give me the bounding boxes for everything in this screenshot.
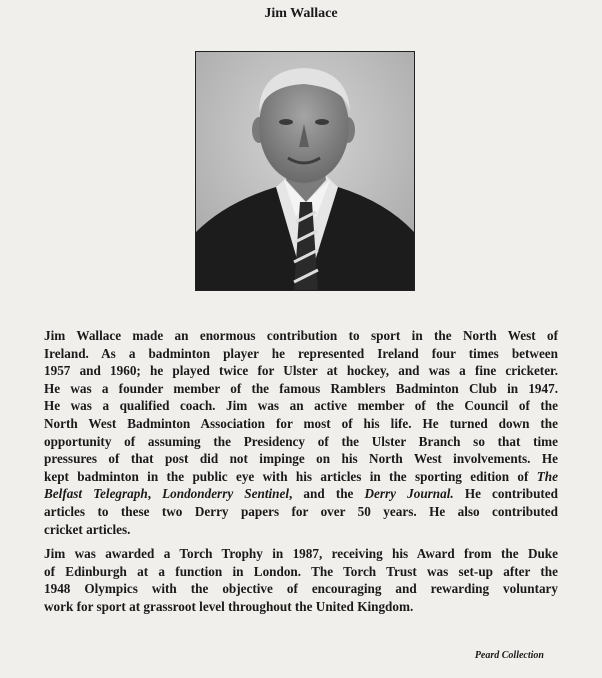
award-paragraph <box>44 545 558 615</box>
text-line-with-italic <box>44 468 558 486</box>
portrait-photo <box>195 51 415 291</box>
text-line: He was a founder member of the famous Ramblers Badminton Club in 1947. <box>44 380 558 396</box>
page-title: Jim Wallace <box>264 6 338 21</box>
text-line-with-italic <box>44 485 558 503</box>
biography-paragraph <box>44 327 558 538</box>
text-fragment: kept badminton in the public eye with his articles in the sporting edition of <box>44 468 537 484</box>
text-line: opportunity of assuming the Presidency of the Ulster Branch so that time <box>44 433 558 449</box>
text-line: of Edinburgh at a function in London. The Torch Trust was set-up after the <box>44 563 558 579</box>
text-line: 1948 Olympics with the objective of encouraging and rewarding voluntary <box>44 581 558 597</box>
text-line: Jim Wallace made an enormous contribution to sport in the North West of <box>44 328 558 343</box>
newspaper-title: Belfast Telegraph <box>44 486 148 502</box>
newspaper-title: Londonderry Sentinel <box>162 486 290 502</box>
text-line: Ireland. As a badminton player he represented Ireland four times between <box>44 345 558 361</box>
text-fragment: He contributed <box>453 486 558 502</box>
comma: , <box>147 486 151 502</box>
photo-credit: Peard Collection <box>474 650 544 661</box>
text-fragment: , and the <box>289 486 365 502</box>
portrait-photo-icon <box>196 52 414 290</box>
text-line: pressures of that post did not impinge on his North West involvements. He <box>44 451 558 467</box>
text-line: 1957 and 1960; he played twice for Ulster at hockey, and was a fine cricketer. <box>44 363 558 379</box>
newspaper-title: Derry Journal. <box>364 486 454 502</box>
text-line: North West Badminton Association for most of his life. He turned down the <box>44 415 558 431</box>
newspaper-title: The <box>536 468 558 484</box>
text-line: articles to these two Derry papers for over 50 years. He also contributed <box>44 503 558 519</box>
text-line: Jim was awarded a Torch Trophy in 1987, receiving his Award from the Duke <box>44 546 558 561</box>
text-line: He was a qualified coach. Jim was an active member of the Council of the <box>44 398 558 414</box>
text-line: cricket articles. <box>44 521 131 537</box>
text-line: work for sport at grassroot level throughout the United Kingdom. <box>44 598 414 614</box>
